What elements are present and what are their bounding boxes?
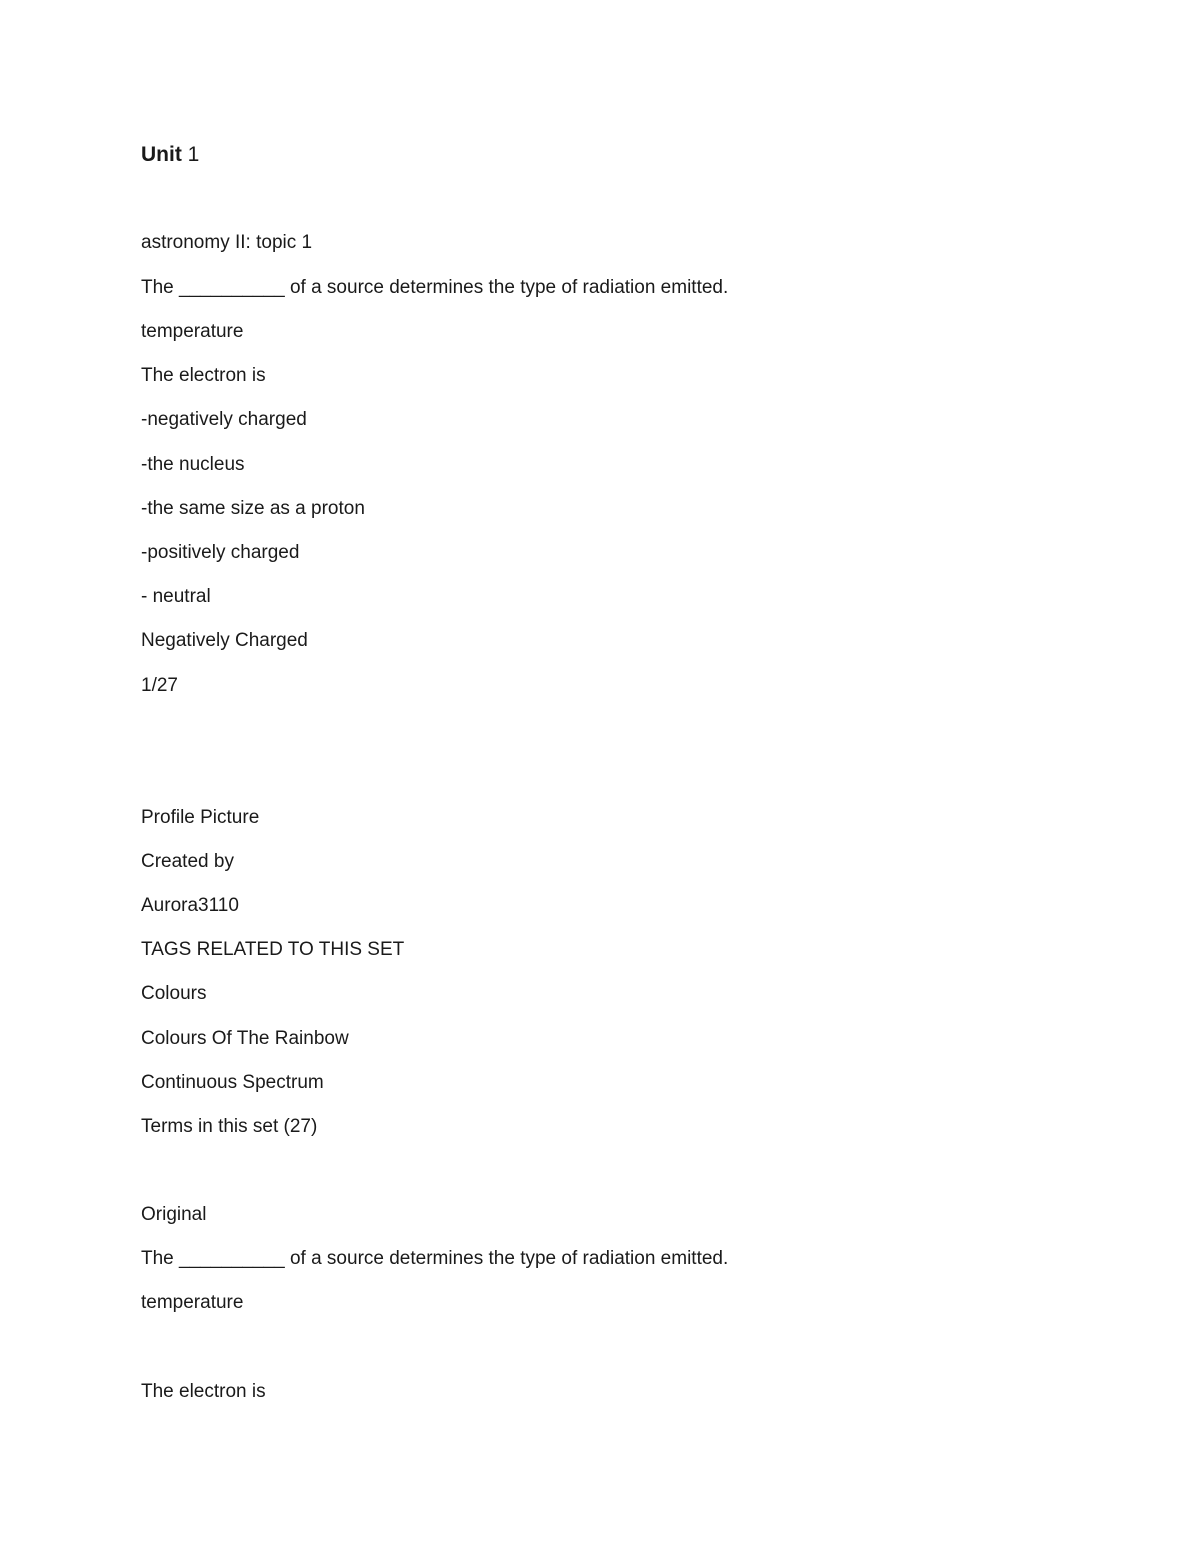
page-counter: 1/27: [141, 675, 178, 696]
author-name: Aurora3110: [141, 895, 239, 916]
tag-item: Colours: [141, 983, 207, 1004]
tag-item: Colours Of The Rainbow: [141, 1028, 349, 1049]
option-text: -negatively charged: [141, 409, 307, 430]
option-text: - neutral: [141, 586, 211, 607]
answer-text: temperature: [141, 321, 244, 342]
question-text: The __________ of a source determines the type of radiation emitted.: [141, 277, 729, 298]
terms-count: Terms in this set (27): [141, 1116, 318, 1137]
subject-line: astronomy II: topic 1: [141, 232, 313, 253]
option-text: -the nucleus: [141, 454, 245, 475]
option-text: -positively charged: [141, 542, 300, 563]
question-text: The __________ of a source determines the type of radiation emitted.: [141, 1248, 729, 1269]
option-text: -the same size as a proton: [141, 498, 365, 519]
tag-item: Continuous Spectrum: [141, 1072, 324, 1093]
answer-text: Negatively Charged: [141, 630, 308, 651]
title-word: Unit: [141, 143, 182, 166]
profile-picture-label: Profile Picture: [141, 807, 260, 828]
created-by-label: Created by: [141, 851, 234, 872]
tags-heading: TAGS RELATED TO THIS SET: [141, 939, 405, 960]
question-text: The electron is: [141, 365, 266, 386]
question-text: The electron is: [141, 1381, 266, 1402]
document-title: [141, 143, 199, 167]
answer-text: temperature: [141, 1292, 244, 1313]
original-label: Original: [141, 1204, 207, 1225]
title-number: 1: [181, 143, 200, 166]
